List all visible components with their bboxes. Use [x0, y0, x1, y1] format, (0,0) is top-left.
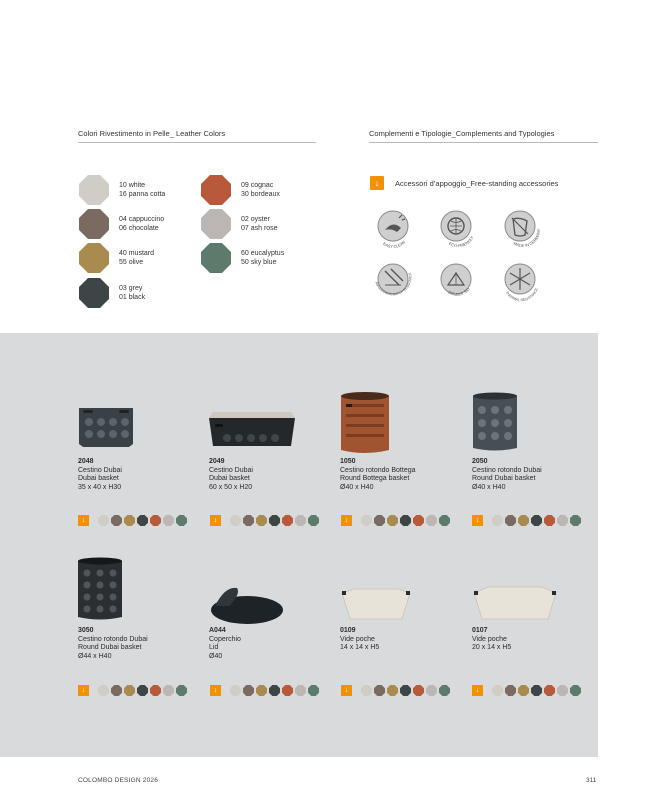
swatch-label: 07 ash rose	[241, 225, 278, 232]
swatch-label: 03 grey	[119, 285, 143, 292]
color-swatch	[544, 685, 555, 696]
product-2050-info	[472, 458, 542, 492]
download-arrow-icon: ↓	[472, 515, 483, 526]
download-arrow-icon: ↓	[472, 685, 483, 696]
swatch-label: 10 white	[119, 182, 146, 189]
color-swatch	[518, 685, 529, 696]
product-name-it: Coperchio	[209, 635, 241, 643]
badge-label: EASY CLEAN	[382, 239, 407, 250]
product-code: A044	[209, 627, 226, 634]
product-image-2050	[470, 390, 540, 460]
color-swatch	[387, 515, 398, 526]
product-name-it: Cestino rotondo Dubai	[78, 635, 148, 643]
color-swatch	[387, 685, 398, 696]
badge-label: ECO-FRIENDLY	[448, 235, 475, 249]
swatch-label: 55 olive	[119, 259, 144, 266]
color-options-0109	[341, 685, 450, 696]
thermal-resistance-icon	[498, 259, 542, 303]
swatch-label: 50 sky blue	[241, 259, 277, 266]
leather-colors-header: Colori Rivestimento in Pelle_ Leather Colors	[78, 129, 226, 138]
download-arrow-icon: ↓	[78, 515, 89, 526]
badge-label: MADE IN GERMANY	[512, 228, 542, 249]
product-name-it: Cestino rotondo Dubai	[472, 466, 542, 474]
product-dimensions: Ø40	[209, 652, 223, 660]
badge-label: DOUBLE SID	[447, 286, 471, 297]
swatch-cognac-bordeaux	[201, 175, 280, 205]
badge-label: THERMAL RESISTANCE	[504, 287, 539, 303]
color-swatch	[150, 685, 161, 696]
page-number: 311	[586, 777, 597, 784]
swatch-label: 09 cognac	[241, 182, 274, 189]
leather-swatch	[201, 243, 231, 273]
product-0109-info	[340, 627, 379, 653]
color-swatch	[544, 515, 555, 526]
swatch-white-panna-cotta	[79, 175, 165, 205]
color-swatch	[243, 685, 254, 696]
product-dimensions: 35 x 40 x H30	[78, 483, 122, 491]
product-name-en: Dubai basket	[78, 475, 119, 482]
color-swatch	[426, 515, 437, 526]
color-swatch	[230, 685, 241, 696]
product-name-en: Round Bottega basket	[340, 475, 410, 482]
color-options-3050	[78, 685, 187, 696]
swatch-label: 40 mustard	[119, 250, 155, 257]
color-swatch	[361, 515, 372, 526]
product-0107-info	[472, 627, 511, 653]
color-swatch	[150, 515, 161, 526]
download-arrow-icon: ↓	[78, 685, 89, 696]
swatch-cappuccino-chocolate	[79, 209, 164, 239]
color-swatch	[163, 685, 174, 696]
color-options-2049	[210, 515, 319, 526]
footer-brand: COLOMBO DESIGN 2026	[78, 777, 159, 784]
color-swatch	[492, 685, 503, 696]
product-name-it: Vide poche	[340, 635, 375, 643]
color-swatch	[256, 685, 267, 696]
color-swatch	[295, 515, 306, 526]
swatch-label: 04 cappuccino	[119, 216, 165, 223]
product-name-it: Vide poche	[472, 635, 507, 643]
color-swatch	[269, 515, 280, 526]
eco-friendly-icon	[434, 206, 478, 250]
leather-swatch	[201, 209, 231, 239]
product-3050-info	[78, 627, 148, 661]
color-swatch	[413, 685, 424, 696]
color-swatch	[98, 685, 109, 696]
color-swatch	[243, 515, 254, 526]
download-arrow-icon: ↓	[370, 176, 384, 190]
color-swatch	[557, 685, 568, 696]
product-1050-info	[340, 458, 416, 492]
color-swatch	[269, 685, 280, 696]
color-swatch	[230, 515, 241, 526]
color-swatch	[111, 515, 122, 526]
product-2049-info	[209, 458, 253, 492]
color-swatch	[282, 515, 293, 526]
product-dimensions: 14 x 14 x H5	[340, 644, 380, 651]
download-arrow-icon: ↓	[341, 515, 352, 526]
color-swatch	[400, 685, 411, 696]
product-name-it: Cestino Dubai	[78, 466, 122, 474]
color-swatch	[492, 515, 503, 526]
color-swatch	[295, 685, 306, 696]
color-swatch	[98, 515, 109, 526]
product-name-it: Cestino rotondo Bottega	[340, 466, 416, 474]
color-swatch	[124, 685, 135, 696]
color-swatch	[400, 515, 411, 526]
product-code: 3050	[78, 627, 94, 634]
color-swatch	[413, 515, 424, 526]
product-A044-info	[209, 627, 241, 661]
color-swatch	[531, 515, 542, 526]
easy-clean-icon	[371, 206, 415, 250]
color-swatch	[570, 515, 581, 526]
swatch-label: 01 black	[119, 294, 146, 301]
color-swatch	[282, 685, 293, 696]
color-swatch	[124, 515, 135, 526]
swatch-label: 02 oyster	[241, 216, 270, 223]
accessory-label: Accessori d’appoggio_Free-standing accessories	[395, 179, 559, 188]
download-arrow-icon: ↓	[210, 515, 221, 526]
color-swatch	[176, 685, 187, 696]
color-swatch	[505, 685, 516, 696]
color-swatch	[531, 685, 542, 696]
product-code: 0107	[472, 627, 488, 634]
swatch-label: 30 bordeaux	[241, 191, 280, 198]
product-code: 0109	[340, 627, 356, 634]
swatch-eucalyptus-sky-blue	[201, 243, 284, 273]
abrasion-scratch-resistance-icon	[371, 259, 415, 303]
color-swatch	[374, 685, 385, 696]
leather-swatch	[201, 175, 231, 205]
color-swatch	[439, 685, 450, 696]
double-sided-icon	[434, 259, 478, 303]
color-swatch	[256, 515, 267, 526]
product-code: 2048	[78, 458, 94, 465]
color-swatch	[557, 515, 568, 526]
product-code: 2049	[209, 458, 225, 465]
color-swatch	[518, 515, 529, 526]
download-arrow-icon: ↓	[210, 685, 221, 696]
swatch-grey-black	[79, 278, 145, 308]
color-swatch	[505, 515, 516, 526]
badge-label: ABRASION/SCRATCH RESISTANCE	[374, 272, 413, 297]
swatch-label: 16 panna cotta	[119, 191, 166, 198]
leather-swatch	[79, 209, 109, 239]
color-options-2048	[78, 515, 187, 526]
product-code: 2050	[472, 458, 488, 465]
product-code: 1050	[340, 458, 356, 465]
swatch-oyster-ash-rose	[201, 209, 278, 239]
color-swatch	[163, 515, 174, 526]
download-arrow-icon: ↓	[341, 685, 352, 696]
leather-swatch	[79, 278, 109, 308]
color-swatch	[176, 515, 187, 526]
product-dimensions: 20 x 14 x H5	[472, 644, 512, 651]
swatch-label: 06 chocolate	[119, 225, 159, 232]
color-options-A044	[210, 685, 319, 696]
swatch-label: 60 eucalyptus	[241, 250, 285, 257]
product-image-1050	[338, 388, 408, 458]
made-in-germany-icon	[498, 206, 542, 250]
color-swatch	[308, 515, 319, 526]
product-dimensions: Ø40 x H40	[472, 483, 506, 491]
product-dimensions: Ø40 x H40	[340, 483, 374, 491]
product-name-it: Cestino Dubai	[209, 466, 253, 474]
color-swatch	[570, 685, 581, 696]
color-swatch	[137, 515, 148, 526]
color-swatch	[308, 685, 319, 696]
swatch-mustard-olive	[79, 243, 154, 273]
leather-swatch	[79, 243, 109, 273]
color-swatch	[111, 685, 122, 696]
color-swatch	[137, 685, 148, 696]
divider-left	[78, 142, 316, 143]
color-options-0107	[472, 685, 581, 696]
color-swatch	[439, 515, 450, 526]
product-dimensions: Ø44 x H40	[78, 652, 112, 660]
product-name-en: Dubai basket	[209, 475, 250, 482]
color-options-2050	[472, 515, 581, 526]
color-options-1050	[341, 515, 450, 526]
product-2048-info	[78, 458, 122, 492]
divider-right	[369, 142, 598, 143]
product-dimensions: 60 x 50 x H20	[209, 483, 253, 491]
product-image-3050	[75, 557, 145, 627]
color-swatch	[426, 685, 437, 696]
product-name-en: Round Dubai basket	[472, 475, 536, 482]
product-name-en: Lid	[209, 644, 219, 651]
complements-header: Complementi e Tipologie_Complements and Typologies	[369, 129, 555, 138]
color-swatch	[374, 515, 385, 526]
leather-swatch	[79, 175, 109, 205]
product-name-en: Round Dubai basket	[78, 644, 142, 651]
color-swatch	[361, 685, 372, 696]
